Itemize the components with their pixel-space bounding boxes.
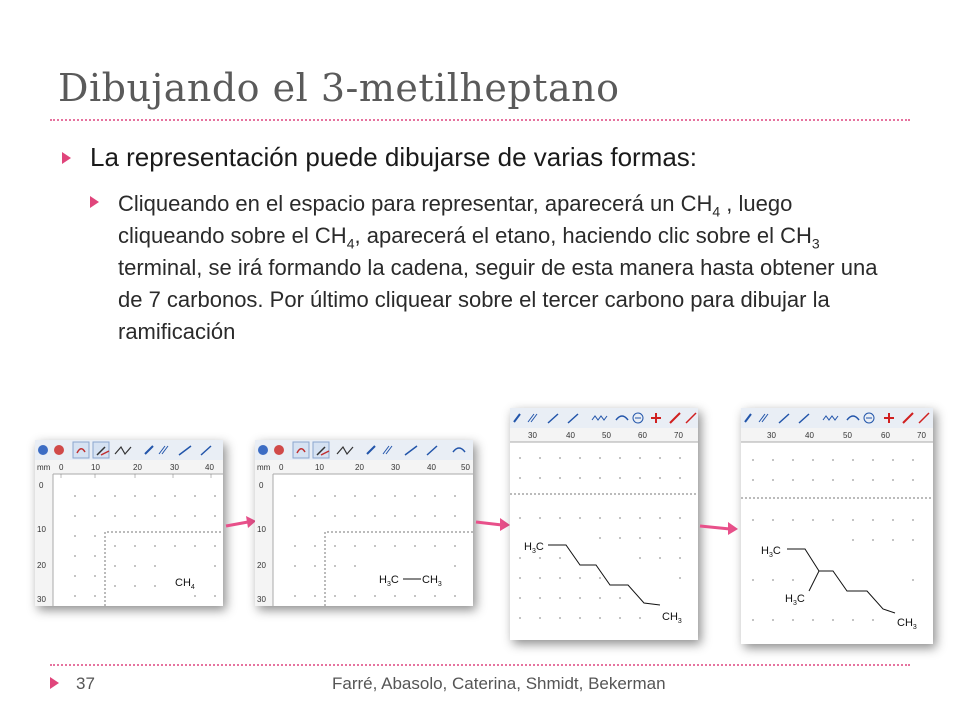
ruler-tick: 40 (805, 431, 814, 440)
ruler-tick: 50 (461, 463, 470, 472)
screenshot-step2 (255, 440, 473, 606)
ruler-unit: mm (37, 463, 51, 472)
ruler-tick: 20 (257, 561, 266, 570)
ruler-tick: 20 (355, 463, 364, 472)
ruler-tick: 0 (59, 463, 64, 472)
molecule-label: $CH_4$ (175, 577, 195, 591)
arrow-icon (474, 512, 512, 536)
molecule-label: $CH_3$ (422, 574, 442, 588)
ruler-tick: 10 (37, 525, 46, 534)
page-number: 37 (76, 674, 95, 693)
footer-authors: Farré, Abasolo, Caterina, Shmidt, Bekerman (332, 674, 666, 693)
ruler-tick: 70 (917, 431, 926, 440)
molecule-label: $H_3C$ (524, 541, 544, 555)
ruler-tick: 0 (259, 481, 264, 490)
slide-title: Dibujando el 3-metilheptano (58, 66, 620, 110)
screenshot-step1 (35, 440, 223, 606)
arrow-icon (698, 516, 740, 540)
ruler-tick: 0 (279, 463, 284, 472)
ruler-tick: 30 (528, 431, 537, 440)
ruler-tick: 10 (91, 463, 100, 472)
ruler-tick: 70 (674, 431, 683, 440)
ruler-tick: 30 (170, 463, 179, 472)
ruler-tick: 50 (602, 431, 611, 440)
title-divider (50, 119, 910, 121)
molecule-label: $CH_3$ (662, 611, 682, 625)
ruler-tick: 30 (767, 431, 776, 440)
ruler-tick: 40 (427, 463, 436, 472)
ruler-tick: 60 (638, 431, 647, 440)
ruler-tick: 30 (257, 595, 266, 604)
bullet-icon (62, 152, 71, 164)
ruler-tick: 10 (257, 525, 266, 534)
molecule-label: $CH_3$ (897, 617, 917, 631)
ruler-tick: 30 (37, 595, 46, 604)
ruler-tick: 10 (315, 463, 324, 472)
molecule-label: $H_3C$ (379, 574, 399, 588)
molecule-label: $H_3C$ (785, 593, 805, 607)
ruler-tick: 20 (37, 561, 46, 570)
arrow-icon (224, 510, 258, 534)
ruler-tick: 60 (881, 431, 890, 440)
footer-bullet-icon (50, 677, 59, 689)
ruler-tick: 0 (39, 481, 44, 490)
screenshot-step3 (510, 408, 698, 640)
bullet-icon (90, 196, 99, 208)
ruler-tick: 40 (566, 431, 575, 440)
ruler-tick: 20 (133, 463, 142, 472)
ruler-unit: mm (257, 463, 271, 472)
bullet-level1: La representación puede dibujarse de varias formas: (90, 142, 698, 172)
ruler-tick: 30 (391, 463, 400, 472)
bullet-level2: Cliqueando en el espacio para representar, aparecerá un $CH_4$ , luego cliqueando sobre el $CH_4$, aparecerá el etano, haciendo clic sobre el $CH_3$ terminal, se irá formando la cadena, seguir de esta manera hasta obtener una de 7 carbonos. Por último cliquear sobre el tercer carbono para dibujar la ramificación (118, 191, 878, 344)
screenshot-step4 (741, 408, 933, 644)
ruler-tick: 50 (843, 431, 852, 440)
molecule-label: $H_3C$ (761, 545, 781, 559)
ruler-tick: 40 (205, 463, 214, 472)
footer-divider (50, 664, 910, 666)
